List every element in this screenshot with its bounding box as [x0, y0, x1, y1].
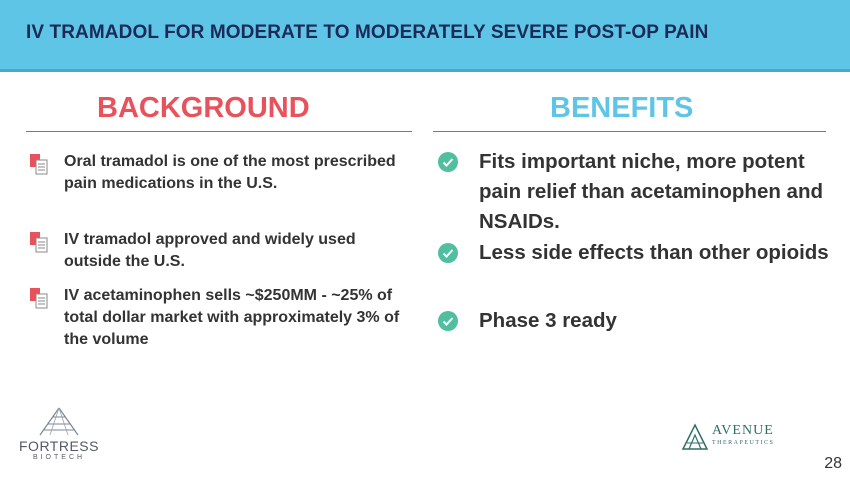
check-circle-icon [437, 242, 459, 264]
background-item-text: IV acetaminophen sells ~$250MM - ~25% of total dollar market with approximately 3% of the volume [64, 287, 400, 348]
background-item-text: IV tramadol approved and widely used outside the U.S. [64, 231, 356, 270]
document-copy-icon [29, 287, 51, 309]
header-bar [0, 0, 850, 72]
fortress-logo-sub: BIOTECH [32, 454, 86, 461]
check-circle-icon [437, 151, 459, 173]
benefit-item-text: Less side effects than other opioids [479, 241, 829, 264]
document-copy-icon [29, 231, 51, 253]
slide-title: IV TRAMADOL FOR MODERATE TO MODERATELY SEVERE POST-OP PAIN [26, 22, 709, 43]
benefits-heading: BENEFITS [550, 92, 694, 124]
background-divider [26, 131, 412, 132]
avenue-logo-sub: THERAPEUTICS [712, 440, 775, 446]
benefits-divider [433, 131, 826, 132]
benefit-item-text: Phase 3 ready [479, 309, 617, 332]
check-circle-icon [437, 310, 459, 332]
avenue-logo-name: AVENUE [712, 423, 774, 438]
document-copy-icon [29, 153, 51, 175]
page-number: 28 [824, 455, 842, 472]
benefit-item-text: Fits important niche, more potent pain relief than acetaminophen and NSAIDs. [479, 150, 824, 233]
background-heading: BACKGROUND [97, 92, 310, 124]
background-item-text: Oral tramadol is one of the most prescribed pain medications in the U.S. [64, 153, 396, 192]
fortress-logo-name: FORTRESS [19, 438, 99, 454]
